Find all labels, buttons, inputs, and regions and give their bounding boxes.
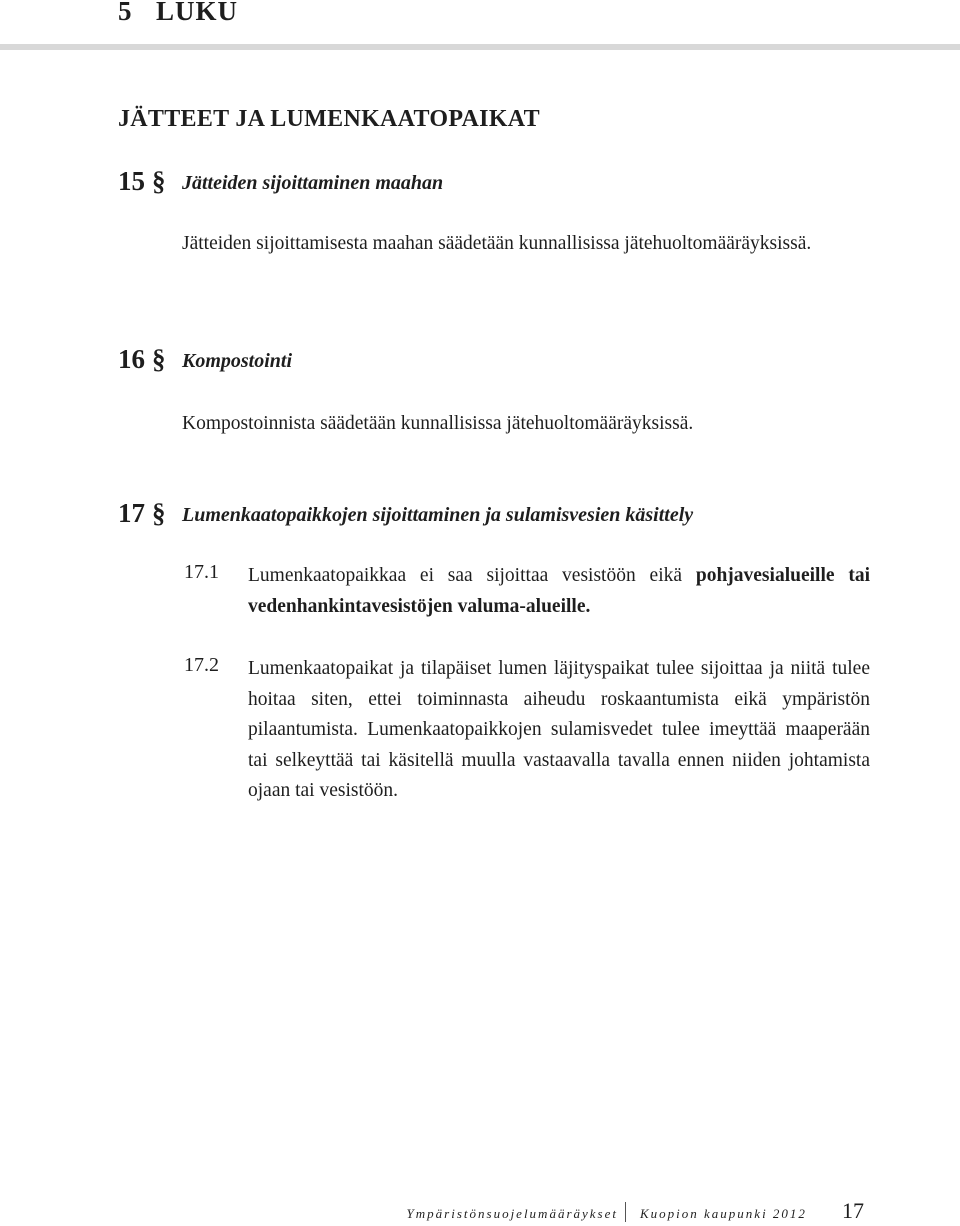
footer-document-title: Ympäristönsuojelumääräykset bbox=[406, 1206, 618, 1221]
paragraph-number: 16 bbox=[118, 344, 145, 374]
section-sign-icon: § bbox=[152, 498, 166, 528]
chapter-header bbox=[0, 0, 960, 50]
paragraph-15-text: Jätteiden sijoittamisesta maahan säädetään kunnallisissa jätehuoltomääräyksissä. bbox=[182, 233, 812, 254]
footer-divider bbox=[625, 1202, 626, 1222]
paragraph-title: Jätteiden sijoittaminen maahan bbox=[182, 172, 444, 194]
item-text-plain: Lumenkaatopaikkaa ei saa sijoittaa vesistöön eikä bbox=[248, 565, 696, 586]
paragraph-number: 17 bbox=[118, 498, 145, 528]
section-sign-icon: § bbox=[152, 344, 166, 374]
item-17-1-text bbox=[248, 561, 870, 622]
item-number: 17.1 bbox=[184, 561, 219, 583]
paragraph-16-text: Kompostoinnista säädetään kunnallisissa jätehuoltomääräyksissä. bbox=[182, 413, 694, 434]
section-heading: JÄTTEET JA LUMENKAATOPAIKAT bbox=[118, 106, 540, 132]
item-text-bold: pohjavesialueille tai vedenhankintavesistöjen valuma-alueille. bbox=[248, 565, 870, 617]
footer-publisher: Kuopion kaupunki 2012 bbox=[640, 1206, 807, 1221]
paragraph-title: Lumenkaatopaikkojen sijoittaminen ja sulamisvesien käsittely bbox=[182, 504, 694, 526]
item-number: 17.2 bbox=[184, 654, 219, 676]
page-number: 17 bbox=[842, 1198, 864, 1223]
chapter-title: LUKU bbox=[156, 0, 239, 26]
paragraph-title: Kompostointi bbox=[182, 350, 293, 372]
paragraph-number: 15 bbox=[118, 166, 145, 196]
page-footer bbox=[0, 1196, 960, 1226]
section-sign-icon: § bbox=[152, 166, 166, 196]
chapter-number: 5 bbox=[118, 0, 133, 26]
item-17-2-text: Lumenkaatopaikat ja tilapäiset lumen läjityspaikat tulee sijoittaa ja niitä tulee hoitaa siten, ettei toiminnasta aiheudu roskaantumista eikä ympäristön pilaantumista. Lumenkaatopaikkojen sulamisvedet tulee imeyttää maaperään tai selkeyttää tai käsitellä muulla vastaavalla tavalla ennen niiden johtamista ojaan tai vesistöön. bbox=[248, 658, 870, 801]
